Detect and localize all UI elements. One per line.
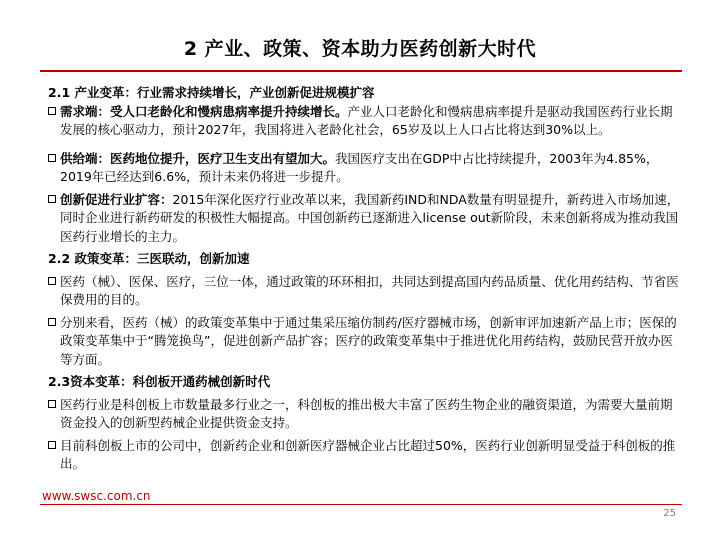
section-heading: 2.3资本变革：科创板开通药械创新时代 — [48, 374, 271, 389]
square-bullet-icon — [48, 154, 56, 162]
bullet-lead: 供给端：医药地位提升，医疗卫生支出有望加大。 — [60, 150, 336, 166]
bullet-text: 2015年深化医疗行业改革以来，我国新药IND和NDA数量有明显提升，新药进入市场加速，同时企业进行新药研发的积极性大幅提高。中国创新药已逐渐进入license out新阶段，未来创新将成为推动我国医药行业增长的主力。 — [60, 191, 680, 244]
square-bullet-icon — [48, 441, 56, 449]
bullet-demand — [48, 103, 684, 140]
bullet-lead: 需求端：受人口老龄化和慢病患病率提升持续增长。 — [60, 103, 348, 119]
bullet-text: 分别来看，医药（械）的政策变革集中于通过集采压缩仿制药/医疗器械市场，创新审评加速新产品上市；医保的政策变革集中于“腾笼换鸟”，促进创新产品扩容；医疗的政策变革集中于推进优化用药结构，鼓励民营开放办医等方面。 — [60, 314, 677, 367]
bullet-supply — [48, 150, 684, 187]
bullet-text: 产业人口老龄化和慢病患病率提升是驱动我国医药行业长期发展的核心驱动力，预计2027年，我国将进入老龄化社会，65岁及以上人口占比将达到30%以上。 — [60, 103, 673, 137]
square-bullet-icon — [48, 277, 56, 285]
title-divider — [40, 70, 682, 72]
bullet-lead: 创新促进行业扩容： — [60, 191, 173, 207]
bullet-text: 医药行业是科创板上市数量最多行业之一，科创板的推出极大丰富了医药生物企业的融资渠道，为需要大量前期资金投入的创新型药械企业提供资金支持。 — [60, 396, 673, 430]
footer-url[interactable]: www.swsc.com.cn — [42, 489, 151, 503]
square-bullet-icon — [48, 107, 56, 115]
footer-divider — [40, 504, 682, 505]
square-bullet-icon — [48, 318, 56, 326]
square-bullet-icon — [48, 195, 56, 203]
slide-content — [48, 84, 684, 474]
bullet-text: 医药（械）、医保、医疗，三位一体，通过政策的环环相扣，共同达到提高国内药品质量、优化用药结构、节省医保费用的目的。 — [60, 273, 679, 307]
square-bullet-icon — [48, 400, 56, 408]
bullet-text: 我国医疗支出在GDP中占比持续提升，2003年为4.85%，2019年已经达到6.6%，预计未来仍将进一步提升。 — [60, 150, 659, 184]
page-number: 25 — [663, 508, 676, 519]
bullet-policy-1 — [48, 273, 684, 310]
slide-title: 2 产业、政策、资本助力医药创新大时代 — [183, 38, 537, 60]
bullet-policy-2 — [48, 314, 684, 370]
section-heading: 2.1 产业变革：行业需求持续增长，产业创新促进规模扩容 — [48, 85, 375, 100]
bullet-text: 目前科创板上市的公司中，创新药企业和创新医疗器械企业占比超过50%，医药行业创新明显受益于科创板的推出。 — [60, 437, 676, 471]
bullet-capital-2 — [48, 437, 684, 474]
bullet-innovation — [48, 191, 684, 247]
section-heading: 2.2 政策变革：三医联动，创新加速 — [48, 251, 250, 266]
bullet-capital-1 — [48, 396, 684, 433]
